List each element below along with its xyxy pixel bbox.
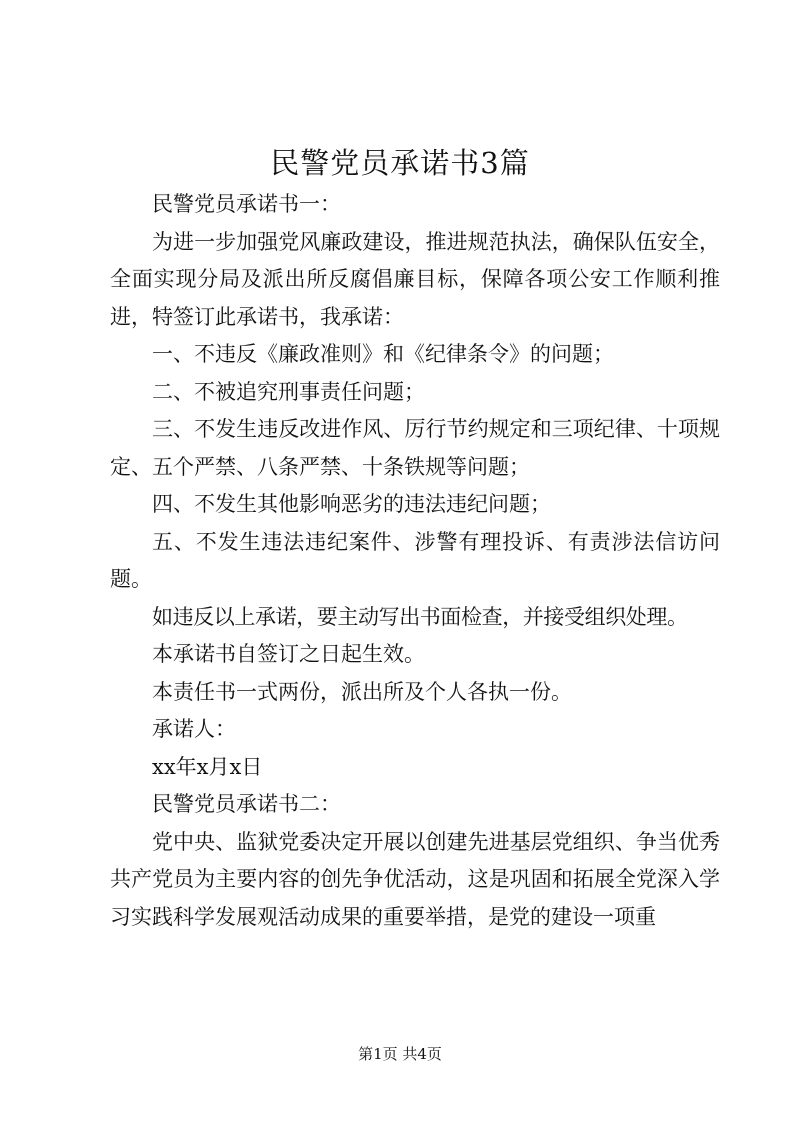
- signatory-label: 承诺人：: [152, 717, 236, 741]
- copies-paragraph: 本责任书一式两份，派出所及个人各执一份。: [152, 679, 572, 704]
- commitment-item: 二、不被追究刑事责任问题；: [152, 379, 425, 404]
- effective-date-paragraph: 本承诺书自签订之日起生效。: [152, 642, 425, 666]
- commitment-item: 一、不违反《廉政准则》和《纪律条令》的问题；: [152, 342, 614, 366]
- section-two-paragraph: 党中央、监狱党委决定开展以创建先进基层党组织、争当优秀共产党员为主要内容的创先争优活动，这是巩固和拓展全党深入学习实践科学发展观活动成果的重要举措，是党的建设一项重: [110, 829, 720, 929]
- commitment-item: 四、不发生其他影响恶劣的违法违纪问题；: [152, 492, 551, 516]
- date-line: xx年x月x日: [152, 754, 263, 779]
- section-heading: 民警党员承诺书二：: [152, 792, 341, 816]
- document-body: [110, 186, 720, 936]
- page-footer: 第1页 共4页: [358, 1045, 442, 1063]
- section-heading: 民警党员承诺书一：: [152, 192, 341, 216]
- commitment-item: 三、不发生违反改进作风、厉行节约规定和三项纪律、十项规定、五个严禁、八条严禁、十条铁规等问题；: [110, 417, 720, 479]
- intro-paragraph: 为进一步加强党风廉政建设，推进规范执法，确保队伍安全，全面实现分局及派出所反腐倡廉目标，保障各项公安工作顺利推进，特签订此承诺书，我承诺：: [110, 229, 720, 329]
- document-title: 民警党员承诺书3篇: [270, 146, 530, 180]
- consequence-paragraph: 如违反以上承诺，要主动写出书面检查，并接受组织处理。: [152, 604, 688, 629]
- commitment-item: 五、不发生违法违纪案件、涉警有理投诉、有责涉法信访问题。: [110, 529, 720, 591]
